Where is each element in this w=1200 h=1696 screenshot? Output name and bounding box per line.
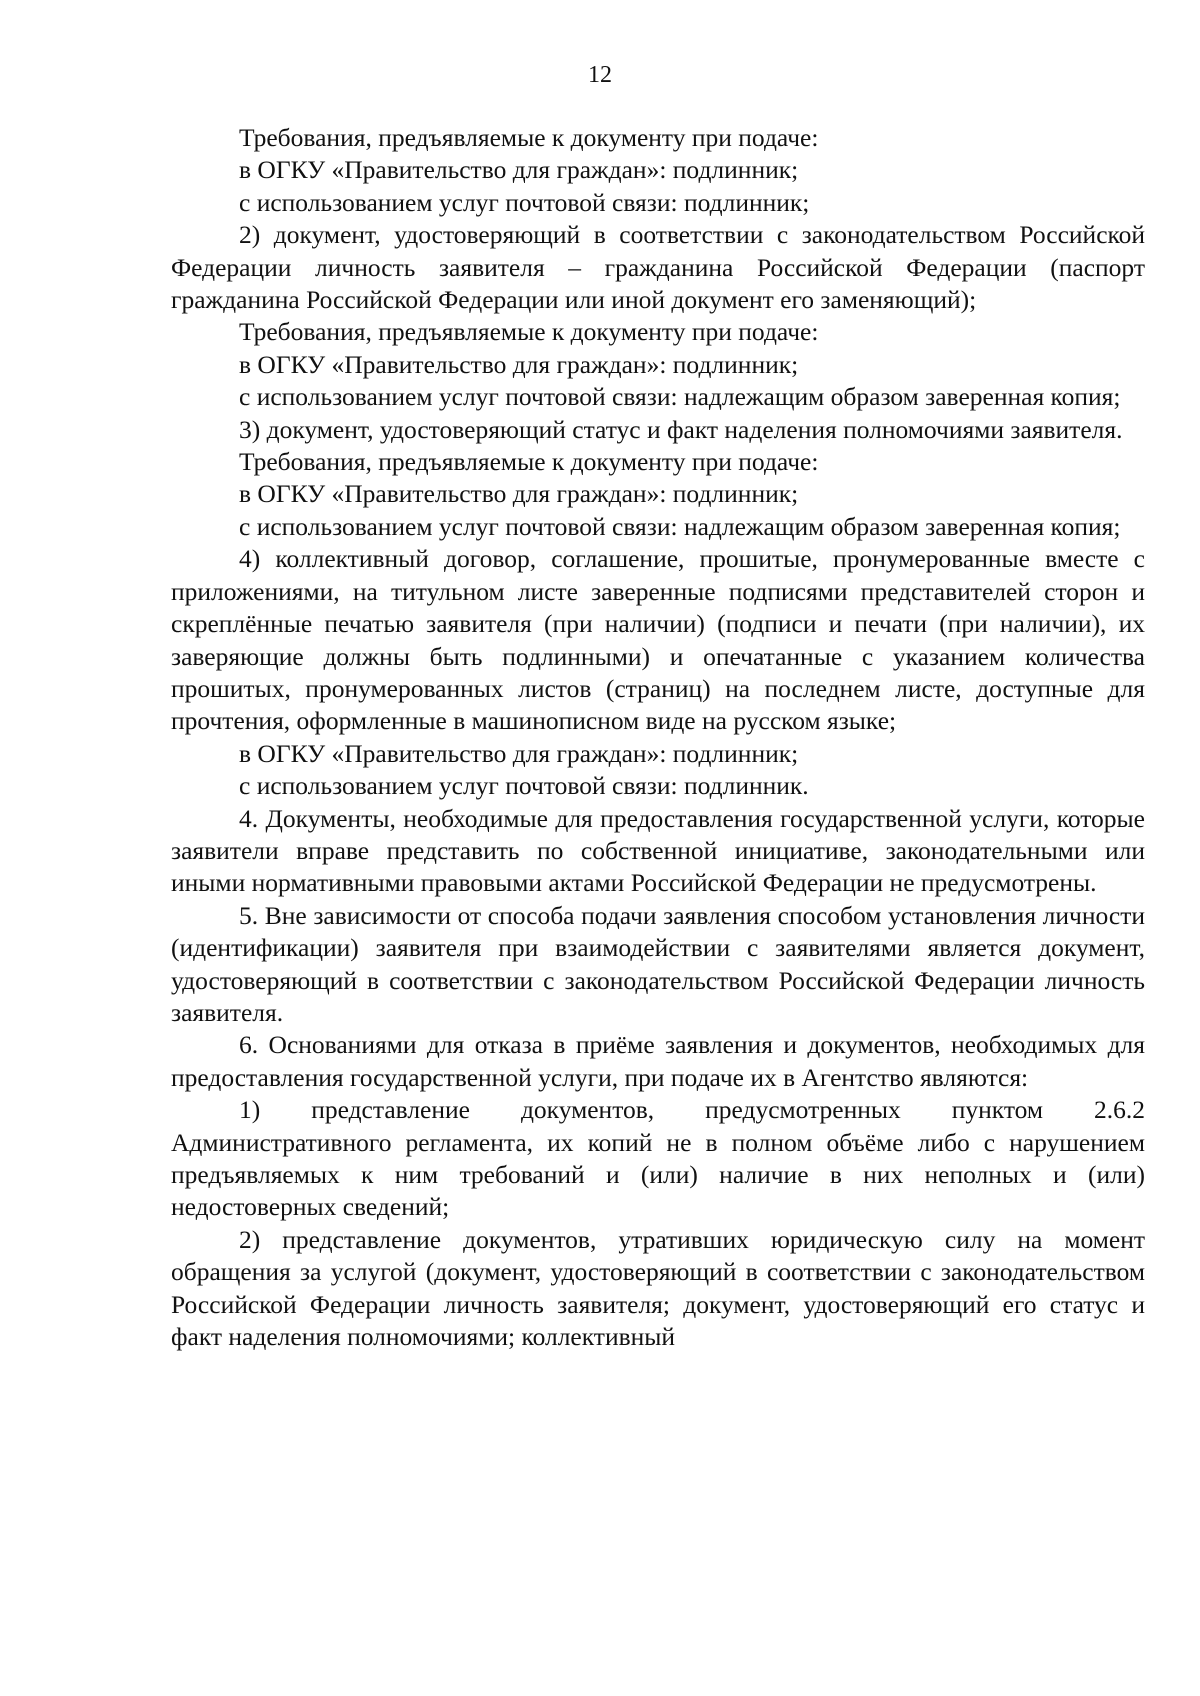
paragraph: 6. Основаниями для отказа в приёме заявления и документов, необходимых для предоставления государственной услуги, при подаче их в Агентство являются:	[171, 1030, 1145, 1092]
paragraph: 4. Документы, необходимые для предоставления государственной услуги, которые заявители вправе представить по собственной инициативе, законодательными или иными нормативными правовыми актами Российской Федерации не предусмотрены.	[171, 803, 1145, 898]
paragraph: с использованием услуг почтовой связи: надлежащим образом заверенная копия;	[239, 382, 1121, 412]
paragraph: 2) представление документов, утративших юридическую силу на момент обращения за услугой (документ, удостоверяющий в соответствии с законодательством Российской Федерации личность заявителя; документ, удостоверяющий его статус и факт наделения полномочиями; коллективный	[171, 1224, 1145, 1352]
paragraph: с использованием услуг почтовой связи: подлинник;	[239, 187, 810, 217]
paragraph: в ОГКУ «Правительство для граждан»: подлинник;	[239, 738, 799, 768]
paragraph: с использованием услуг почтовой связи: надлежащим образом заверенная копия;	[239, 511, 1121, 541]
paragraph: 1) представление документов, предусмотренных пунктом 2.6.2 Административного регламента, их копий не в полном объёме либо с нарушением предъявляемых к ним требований и (или) наличие в них неполных и (или) недостоверных сведений;	[171, 1095, 1145, 1222]
paragraph: Требования, предъявляемые к документу при подаче:	[239, 317, 819, 347]
paragraph: 3) документ, удостоверяющий статус и факт наделения полномочиями заявителя.	[239, 414, 1123, 444]
page-number: 12	[588, 62, 612, 88]
paragraph: 2) документ, удостоверяющий в соответствии с законодательством Российской Федерации личность заявителя – гражданина Российской Федерации (паспорт гражданина Российской Федерации или иной документ его заменяющий);	[171, 220, 1145, 315]
paragraph: в ОГКУ «Правительство для граждан»: подлинник;	[239, 349, 799, 379]
paragraph: с использованием услуг почтовой связи: подлинник.	[239, 771, 809, 801]
paragraph: в ОГКУ «Правительство для граждан»: подлинник;	[239, 155, 799, 185]
paragraph: Требования, предъявляемые к документу при подаче:	[239, 123, 819, 152]
paragraph: Требования, предъявляемые к документу при подаче:	[239, 447, 819, 477]
document-body	[171, 122, 1145, 1353]
paragraph: 5. Вне зависимости от способа подачи заявления способом установления личности (идентификации) заявителя при взаимодействии с заявителями является документ, удостоверяющий в соответствии с законодательством Российской Федерации личность заявителя.	[171, 900, 1145, 1027]
paragraph: 4) коллективный договор, соглашение, прошитые, пронумерованные вместе с приложениями, на титульном листе заверенные подписями представителей сторон и скреплённые печатью заявителя (при наличии) (подписи и печати (при наличии), их заверяющие должны быть подлинными) и опечатанные с указанием количества прошитых, пронумерованных листов (страниц) на последнем листе, доступные для прочтения, оформленные в машинописном виде на русском языке;	[171, 544, 1145, 736]
paragraph: в ОГКУ «Правительство для граждан»: подлинник;	[239, 479, 799, 509]
